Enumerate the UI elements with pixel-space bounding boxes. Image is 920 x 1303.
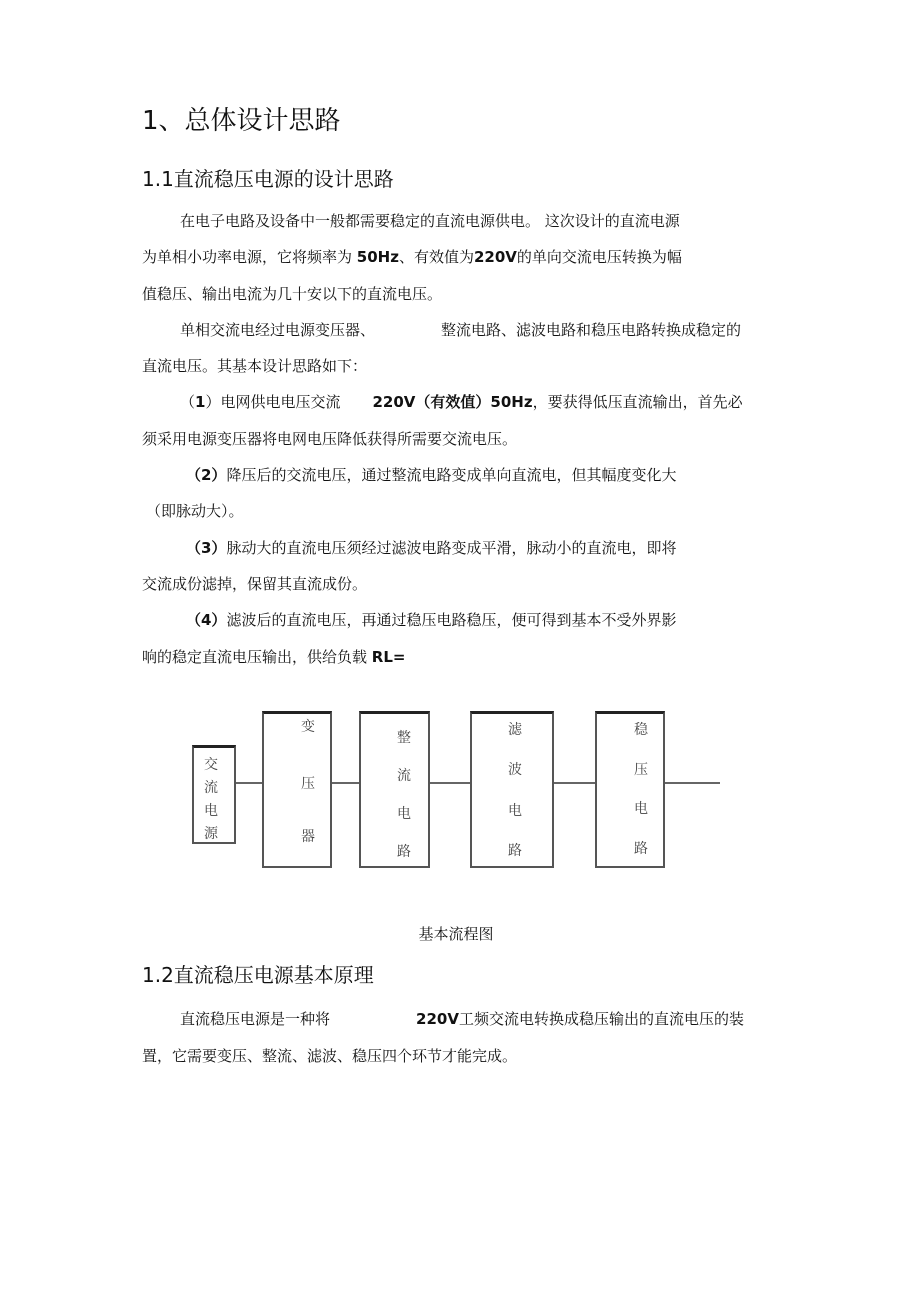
block-char: 波 [508,762,522,778]
bold-text: 220V [473,248,517,266]
block-filter [470,711,554,868]
bold-text: RL= [371,648,406,666]
block-regulator [595,711,665,868]
text: 响的稳定直流电压输出，供给负载 [142,648,372,666]
step4-line2 [142,646,405,668]
para2-line2: 直流电压。其基本设计思路如下： [142,357,368,375]
connector-line [429,782,470,784]
bold-text: 1 [195,393,206,411]
para1-line3: 值稳压、输出电流为几十安以下的直流电压。 [142,285,443,303]
block-char: 路 [634,841,648,857]
block-char: 流 [397,768,411,784]
para2-line1 [180,319,741,341]
bold-text: 50Hz [356,248,399,266]
bold-text: （4） [186,611,227,629]
step2-line2: （即脉动大）。 [146,502,244,520]
text: 为单相小功率电源，它将频率为 [142,248,357,266]
bold-text: 220V（有效值）50Hz [372,393,533,411]
block-transformer [262,711,332,868]
text: ，要获得低压直流输出，首先必 [532,393,743,411]
block-char: 压 [634,762,648,778]
text: 直流稳压电源是一种将 [180,1010,331,1028]
text: 、有效值为 [398,248,474,266]
output-line [664,782,720,784]
bold-text: 220V [416,1010,459,1028]
block-char: 器 [301,829,315,845]
section-1-2-title: 1.2直流稳压电源基本原理 [142,963,374,987]
step1-line2: 须采用电源变压器将电网电压降低获得所需要交流电压。 [142,430,518,448]
text: 整流电路、滤波电路和稳压电路转换成稳定的 [441,321,742,339]
block-char: 电 [634,801,648,817]
text: ） [205,393,221,411]
section-1-1-title: 1.1直流稳压电源的设计思路 [142,167,394,191]
block-char: 压 [301,776,315,792]
s12-line1 [180,1008,744,1030]
block-char: 稳 [634,722,648,738]
block-char: 电 [397,806,411,822]
text: 的单向交流电压转换为幅 [516,248,682,266]
block-char: 路 [508,843,522,859]
block-char: 源 [204,826,218,842]
block-rectifier [359,711,430,868]
para1-line1: 在电子电路及设备中一般都需要稳定的直流电源供电。 这次设计的直流电源 [180,212,680,230]
text: 电网供电电压交流 [220,393,341,411]
connector-line [235,782,262,784]
step3-line2: 交流成份滤掉，保留其直流成份。 [142,575,368,593]
text: 降压后的交流电压，通过整流电路变成单向直流电，但其幅度变化大 [226,466,677,484]
text: 单相交流电经过电源变压器、 [180,321,376,339]
block-ac-source [192,745,236,844]
heading-1: 1、总体设计思路 [142,106,341,136]
diagram-caption: 基本流程图 [418,925,494,943]
step2-line1 [186,464,676,486]
block-char: 电 [204,803,218,819]
text: 工频交流电转换成稳压输出的直流电压的装 [458,1010,744,1028]
block-char: 流 [204,780,218,796]
step3-line1 [186,537,676,559]
block-char: 电 [508,803,522,819]
connector-line [553,782,595,784]
block-char: 滤 [508,722,522,738]
connector-line [331,782,359,784]
bold-text: （3） [186,539,227,557]
step4-line1 [186,609,676,631]
text: 脉动大的直流电压须经过滤波电路变成平滑，脉动小的直流电，即将 [226,539,677,557]
bold-text: （2） [186,466,227,484]
para1-line2 [142,246,682,268]
block-char: 路 [397,844,411,860]
text: （ [180,393,196,411]
block-char: 整 [397,730,411,746]
block-char: 交 [204,757,218,773]
block-char: 变 [301,719,315,735]
s12-line2: 置，它需要变压、整流、滤波、稳压四个环节才能完成。 [142,1047,518,1065]
text: 滤波后的直流电压，再通过稳压电路稳压，便可得到基本不受外界影 [226,611,677,629]
step1-line1 [180,391,743,413]
